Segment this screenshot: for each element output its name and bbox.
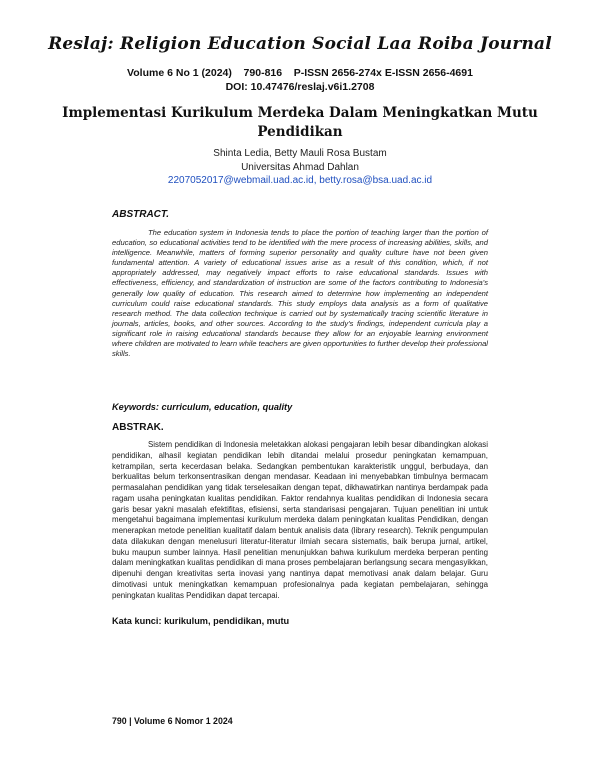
journal-title: Reslaj: Religion Education Social Laa Roiba Journal <box>48 34 552 54</box>
issue-line: Volume 6 No 1 (2024) 790-816 P-ISSN 2656-274x E-ISSN 2656-4691 <box>127 67 473 79</box>
author-names: Shinta Ledia, Betty Mauli Rosa Bustam <box>213 148 387 159</box>
abstract-en-text: The education system in Indonesia tends to place the portion of teaching larger than the portion of education, so educational activities tend to be identified with the mere process of increasing abilities, skills, and intelligence. Meanwhile, matters of forming superior personality and quality culture have not been given fundamental attention. A variety of educational issues arise as a result of this condition, which, if not appropriately addressed, may negatively impact efforts to raise educational standards. Issues with effectiveness, efficiency, and standardization of instruction are some of the factors contributing to Indonesia's generally low quality of education. This research aimed to determine how implementing an independent curriculum could raise educational standards. This study employs data analysis as a form of qualitative research method. The data collection technique is carried out by systematically tracing scientific literature in journals, articles, books, and other sources. According to the study's findings, independent curricula play a significant role in raising educational standards because they allow for an enjoyable learning environment where children are motivated to learn while teachers are given opportunities to further develop their professional skills. <box>112 228 488 359</box>
doi-line: DOI: 10.47476/reslaj.v6i1.2708 <box>225 81 375 93</box>
author-emails[interactable]: 2207052017@webmail.uad.ac.id, betty.rosa@bsa.uad.ac.id <box>167 175 433 186</box>
journal-meta <box>0 66 600 94</box>
author-affiliation: Universitas Ahmad Dahlan <box>241 161 359 173</box>
paper-title: Implementasi Kurikulum Merdeka Dalam Meningkatkan Mutu Pendidikan <box>62 105 538 140</box>
abstract-id-text: Sistem pendidikan di Indonesia meletakkan alokasi pengajaran lebih besar dibandingkan alokasi pendidikan, alhasil kegiatan pendidikan lebih ditandai melalui prosedur peningkatan kemampuan, ketrampilan, serta kecerdasan belaka. Sedangkan pembentukan karakteristik unggul, berbudaya, dan berkualitas belum terkonsentrasikan dengan mendasar. Keadaan ini menyebabkan timbulnya bermacam permasalahan pendidikan yang tidak terselesaikan dengan tepat, dikhawatirkan nantinya berdampak pada ragam usaha peningkatan kualitas pendidikan. Faktor rendahnya kualitas pendidikan di Indonesia secara garis besar yakni masalah efektifitas, efisiensi, serta standarisasi pengajaran. Tujuan penelitian ini untuk mengetahui bagaimana implementasi kurikulum merdeka dalam peningkatan kualitas Pendidikan, dengan menerapkan metode penelitian kualitatif dalam bentuk analisis data (library research). Teknik pengumpulan data dilakukan dengan menelusuri literatur-literatur ilmiah secara sistematis, baik berupa jurnal, artikel, buku maupun sumber lainnya. Hasil penelitian menunjukkan bahwa kurikulum merdeka berperan penting dalam meningkatkan kualitas pendidikan di mana proses pembelajaran berlangsung secara mengasyikkan, dipenuhi dengan kreativitas serta inovasi yang nantinya dapat memotivasi anak dalam belajar. Guru dimotivasi untuk meningkatkan kemampuan profesionalnya pada kegiatan pembelajaran, sehingga peningkatan kualitas Pendidikan dapat tercapai. <box>112 440 488 600</box>
keywords-en: Keywords: curriculum, education, quality <box>112 402 293 412</box>
abstract-en-heading: ABSTRACT. <box>112 209 170 220</box>
keywords-id: Kata kunci: kurikulum, pendidikan, mutu <box>112 616 290 626</box>
author-block <box>0 147 600 188</box>
page-footer: 790 | Volume 6 Nomor 1 2024 <box>112 716 233 726</box>
abstract-id-heading: ABSTRAK. <box>112 422 164 433</box>
